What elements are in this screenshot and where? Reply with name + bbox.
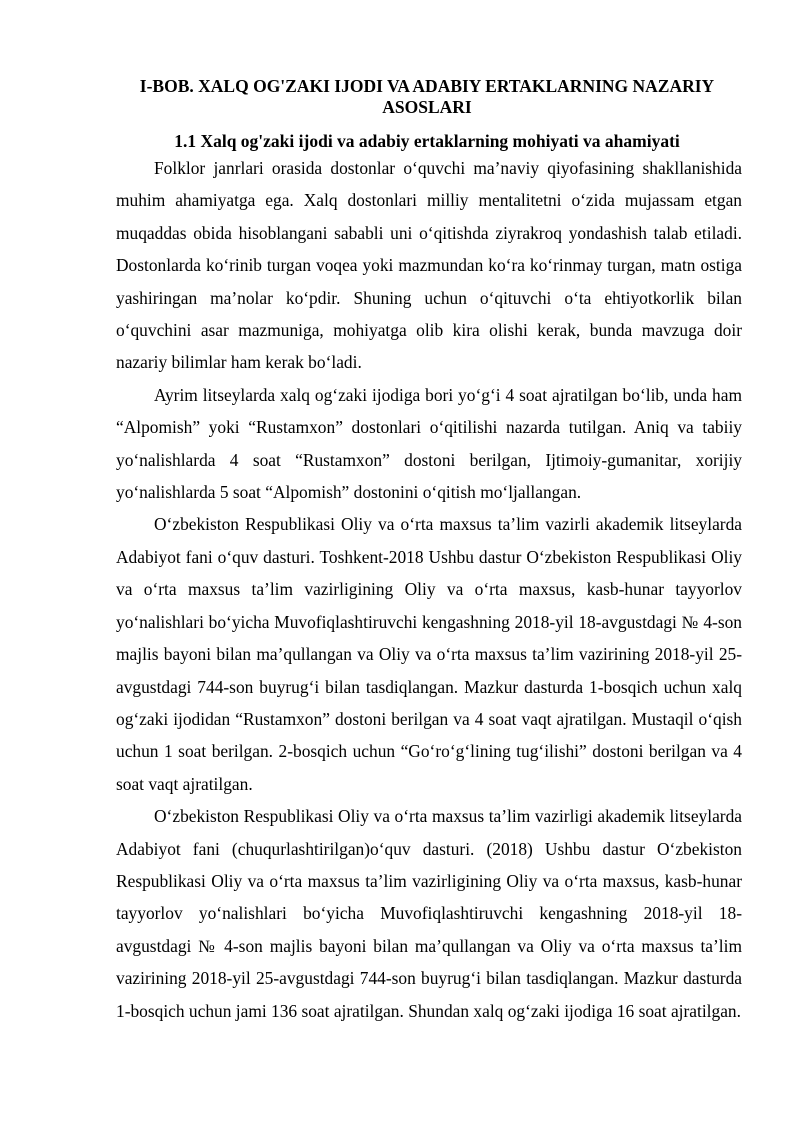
body-text bbox=[116, 152, 742, 1027]
paragraph: O‘zbekiston Respublikasi Oliy va o‘rta maxsus ta’lim vazirligi akademik litseylarda Adabiyot fani (chuqurlashtirilgan)o‘quv dasturi. (2018) Ushbu dastur O‘zbekiston Respublikasi Oliy va o‘rta maxsus ta’lim vazirligining Oliy va o‘rta maxsus, kasb-hunar tayyorlov yo‘nalishlari bo‘yicha Muvofiqlashtiruvchi kengashning 2018-yil 18-avgustdagi № 4-son majlis bayoni bilan ma’qullangan va Oliy va o‘rta maxsus ta’lim vazirining 2018-yil 25-avgustdagi 744-son buyrug‘i bilan tasdiqlangan. Mazkur dasturda 1-bosqich uchun jami 136 soat ajratilgan. Shundan xalq og‘zaki ijodiga 16 soat ajratilgan. bbox=[116, 806, 742, 1021]
section-title: 1.1 Xalq og'zaki ijodi va adabiy ertaklarning mohiyati va ahamiyati bbox=[174, 131, 680, 151]
paragraph: Ayrim litseylarda xalq og‘zaki ijodiga bori yo‘g‘i 4 soat ajratilgan bo‘lib, unda ham “Alpomish” yoki “Rustamxon” dostonlari o‘qitilishi nazarda tutilgan. Aniq va tabiiy yo‘nalishlarda 4 soat “Rustamxon” dostoni berilgan, Ijtimoiy-gumanitar, xorijiy yo‘nalishlarda 5 soat “Alpomish” dostonini o‘qitish mo‘ljallangan. bbox=[116, 384, 742, 503]
chapter-title: I-BOB. XALQ OG'ZAKI IJODI VA ADABIY ERTAKLARNING NAZARIY ASOSLARI bbox=[139, 76, 715, 117]
paragraph: O‘zbekiston Respublikasi Oliy va o‘rta maxsus ta’lim vazirli akademik litseylarda Adabiyot fani o‘quv dasturi. Toshkent-2018 Ushbu dastur O‘zbekiston Respublikasi Oliy va o‘rta maxsus ta’lim vazirligining Oliy va o‘rta maxsus, kasb-hunar tayyorlov yo‘nalishlari bo‘yicha Muvofiqlashtiruvchi kengashning 2018-yil 18-avgustdagi № 4-son majlis bayoni bilan ma’qullangan va Oliy va o‘rta maxsus ta’lim vazirining 2018-yil 25-avgustdagi 744-son buyrug‘i bilan tasdiqlangan. Mazkur dasturda 1-bosqich uchun xalq og‘zaki ijodidan “Rustamxon” dostoni berilgan va 4 soat vaqt ajratilgan. Mustaqil o‘qish uchun 1 soat berilgan. 2-bosqich uchun “Go‘ro‘g‘lining tug‘ilishi” dostoni berilgan va 4 soat vaqt ajratilgan. bbox=[116, 514, 742, 794]
paragraph: Folklor janrlari orasida dostonlar o‘quvchi ma’naviy qiyofasining shakllanishida muhim ahamiyatga ega. Xalq dostonlari milliy mentalitetni o‘zida mujassam etgan muqaddas obida hisoblangani sababli uni o‘qitishda ziyrakroq yondashish talab etiladi. Dostonlarda ko‘rinib turgan voqea yoki mazmundan ko‘ra ko‘rinmay turgan, matn ostiga yashiringan ma’nolar ko‘pdir. Shuning uchun o‘qituvchi o‘ta ehtiyotkorlik bilan o‘quvchini asar mazmuniga, mohiyatga olib kira olishi kerak, bunda mavzuga doir nazariy bilimlar ham kerak bo‘ladi. bbox=[116, 158, 742, 373]
